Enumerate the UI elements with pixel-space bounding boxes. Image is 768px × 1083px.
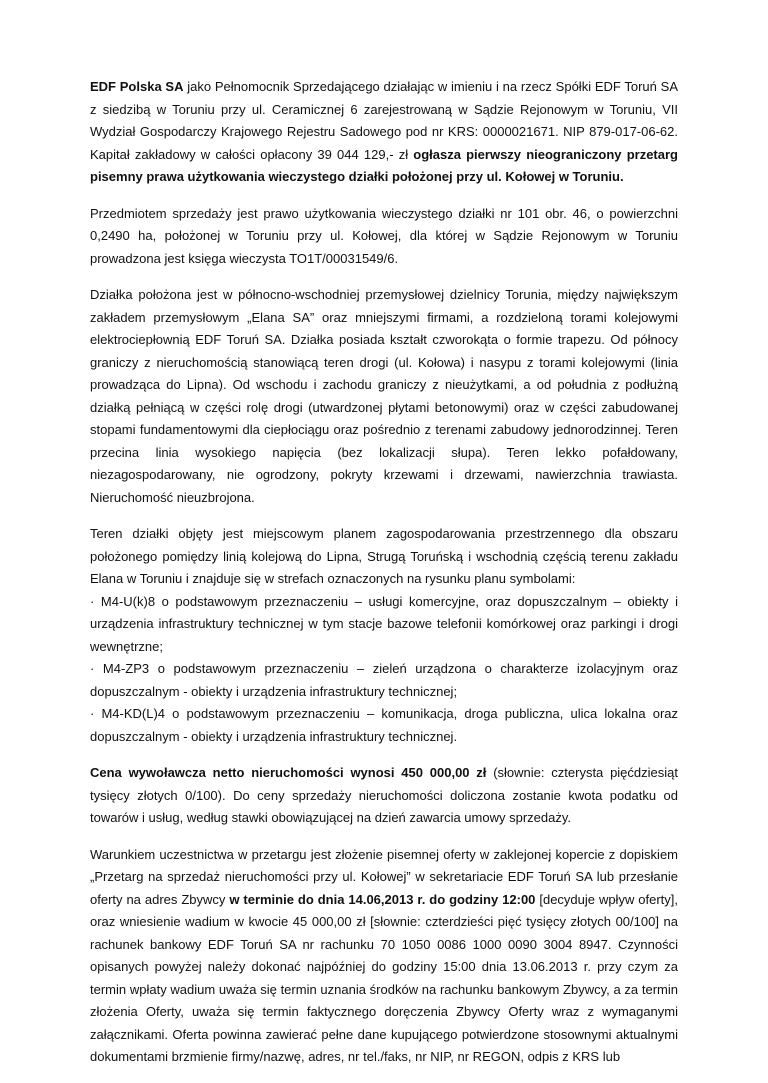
zoning-intro: Teren działki objęty jest miejscowym planem zagospodarowania przestrzennego dla obszaru położonego pomiędzy linią kolejową do Lipna, Strugą Toruńską i wschodnią częścią terenu zakładu Elana w Toruniu i znajduje się w strefach oznaczonych na rysunku planu symbolami: [90,526,678,586]
offer-deadline: w terminie do dnia 14.06,2013 r. do godziny 12:00 [229,891,536,907]
starting-price: Cena wywoławcza netto nieruchomości wynosi 450 000,00 zł [90,765,487,780]
company-name: EDF Polska SA [90,79,184,94]
zoning-item: · M4-KD(L)4 o podstawowym przeznaczeniu – komunikacja, droga publiczna, ulica lokalna oraz dopuszczalnym - obiekty i urządzenia infrastruktury technicznej. [90,706,678,744]
paragraph-location: Działka położona jest w północno-wschodniej przemysłowej dzielnicy Torunia, między największym zakładem przemysłowym „Elana SA” oraz mniejszymi firmami, a rozdzieloną torami kolejowymi elektrociepłownią EDF Toruń SA. Działka posiada kształt czworokąta o formie trapezu. Od północy graniczy z nieruchomością stanowiącą teren drogi (ul. Kołowa) i nasypu z torami kolejowymi (linia prowadząca do Lipna). Od wschodu i zachodu graniczy z nieużytkami, a od południa z podłużną działką pełniącą w części rolę drogi (utwardzonej płytami betonowymi) oraz w części zabudowanej stopami fundamentowymi dla ciepłociągu oraz pośrednio z terenami zabudowy jednorodzinnej. Teren przecina linia wysokiego napięcia (bez lokalizacji słupa). Teren lekko pofałdowany, niezagospodarowany, nie ogrodzony, pokryty krzewami i drzewami, nawierzchnia trawiasta. Nieruchomość nieuzbrojona. [90,287,678,505]
conditions-text-2: [decyduje wpływ oferty], oraz wniesienie wadium w kwocie 45 000,00 zł [słownie: czterdzieści pięć tysięcy złotych 00/100] na rachunek bankowy EDF Toruń SA nr rachunku 70 1050 0086 1000 0090 3004 8947. Czynności opisanych powyżej należy dokonać najpóźniej do godziny 15:00 dnia 13.06.2013 r. przy czym za termin wpłaty wadium uważa się termin uznania środków na rachunku bankowym Zbywcy, a za termin złożenia Oferty, uważa się termin faktycznego doręczenia Zbywcy Oferty wraz z wymaganymi załącznikami. Oferta powinna zawierać pełne dane kupującego potwierdzone stosownymi aktualnymi dokumentami brzmienie firmy/nazwę, adres, nr tel./faks, nr NIP, nr REGON, odpis z KRS lub [90,891,679,1064]
paragraph-announcement [90,76,678,189]
conditions-text-1: Warunkiem uczestnictwa w przetargu jest złożenie pisemnej oferty w zaklejonej kopercie z dopiskiem „Przetarg na sprzedaż nieruchomości przy ul. Kołowej” w sekretariacie EDF Toruń SA lub przesłanie oferty na adres Zbywcy [90,846,678,907]
paragraph-price [90,762,678,830]
announcement-text: jako Pełnomocnik Sprzedającego działając w imieniu i na rzecz Spółki EDF Toruń SA z siedzibą w Toruniu przy ul. Ceramicznej 6 zarejestrowaną w Sądzie Rejonowym w Toruniu, VII Wydział Gospodarczy Krajowego Rejestru Sadowego pod nr KRS: 0000021671. NIP 879-017-06-62. Kapitał zakładowy w całości opłacony 39 044 129,- zł [90,79,678,162]
paragraph-subject: Przedmiotem sprzedaży jest prawo użytkowania wieczystego działki nr 101 obr. 46, o powierzchni 0,2490 ha, położonej w Toruniu przy ul. Kołowej, dla której w Sądzie Rejonowym w Toruniu prowadzona jest księga wieczysta TO1T/00031549/6. [90,205,678,266]
price-text: (słownie: czterysta pięćdziesiąt tysięcy złotych 0/100). Do ceny sprzedaży nieruchomości doliczona zostanie kwota podatku od towarów i usług, według stawki obowiązującej na dzień zawarcia umowy sprzedaży. [90,765,678,825]
document-page [90,76,678,1083]
announcement-headline: ogłasza pierwszy nieograniczony przetarg pisemny prawa użytkowania wieczystego działki położonej przy ul. Kołowej w Toruniu. [90,146,678,184]
paragraph-conditions [90,844,678,1069]
paragraph-zoning [90,523,678,748]
zoning-item: · M4-U(k)8 o podstawowym przeznaczeniu – usługi komercyjne, oraz dopuszczalnym – obiekty i urządzenia infrastruktury technicznej w tym stacje bazowe telefonii komórkowej oraz parkingi i drogi wewnętrzne; [90,593,678,654]
zoning-item: · M4-ZP3 o podstawowym przeznaczeniu – zieleń urządzona o charakterze izolacyjnym oraz dopuszczalnym - obiekty i urządzenia infrastruktury technicznej; [90,661,678,699]
